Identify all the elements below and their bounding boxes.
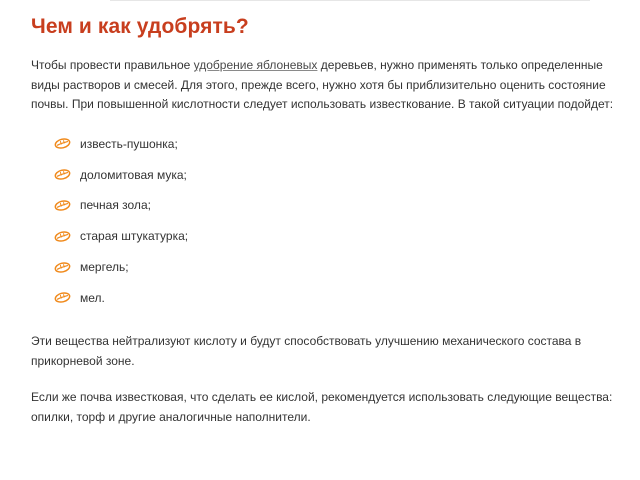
top-divider: [110, 0, 590, 1]
intro-paragraph: [31, 56, 618, 115]
intro-text-before-link: Чтобы провести правильное: [31, 58, 194, 72]
list-item-text: старая штукатурка;: [80, 229, 189, 244]
leaf-bullet-icon: [54, 262, 71, 273]
section-heading: Чем и как удобрять?: [31, 15, 249, 38]
list-item: [54, 129, 618, 160]
list-item-text: мел.: [80, 290, 105, 305]
leaf-bullet-icon: [54, 292, 71, 303]
list-item: [54, 282, 618, 313]
leaf-bullet-icon: [54, 200, 71, 211]
list-item-text: известь-пушонка;: [80, 136, 178, 151]
list-item-text: печная зола;: [80, 198, 151, 213]
neutralization-paragraph: Эти вещества нейтрализуют кислоту и будут способствовать улучшению механического состава в прикорневой зоне.: [31, 334, 582, 368]
leaf-bullet-icon: [54, 231, 71, 242]
leaf-bullet-icon: [54, 169, 71, 180]
list-item: [54, 252, 618, 283]
list-item: [54, 159, 618, 190]
list-item-text: доломитовая мука;: [80, 167, 187, 182]
intro-text-after-link: деревьев, нужно применять только определенные виды растворов и смесей. Для этого, прежде всего, нужно хотя бы приблизительно оценить состояние почвы. При повышенной кислотности следует использовать известкование. В такой ситуации подойдет:: [31, 58, 614, 111]
liming-materials-list: [31, 129, 618, 314]
list-item: [54, 190, 618, 221]
list-item-text: мергель;: [80, 260, 129, 275]
list-item: [54, 221, 618, 252]
fertilizing-apple-link[interactable]: удобрение яблоневых: [193, 58, 318, 72]
acidification-paragraph: Если же почва известковая, что сделать ее кислой, рекомендуется использовать следующие вещества: опилки, торф и другие аналогичные наполнители.: [31, 390, 613, 424]
leaf-bullet-icon: [54, 138, 71, 149]
